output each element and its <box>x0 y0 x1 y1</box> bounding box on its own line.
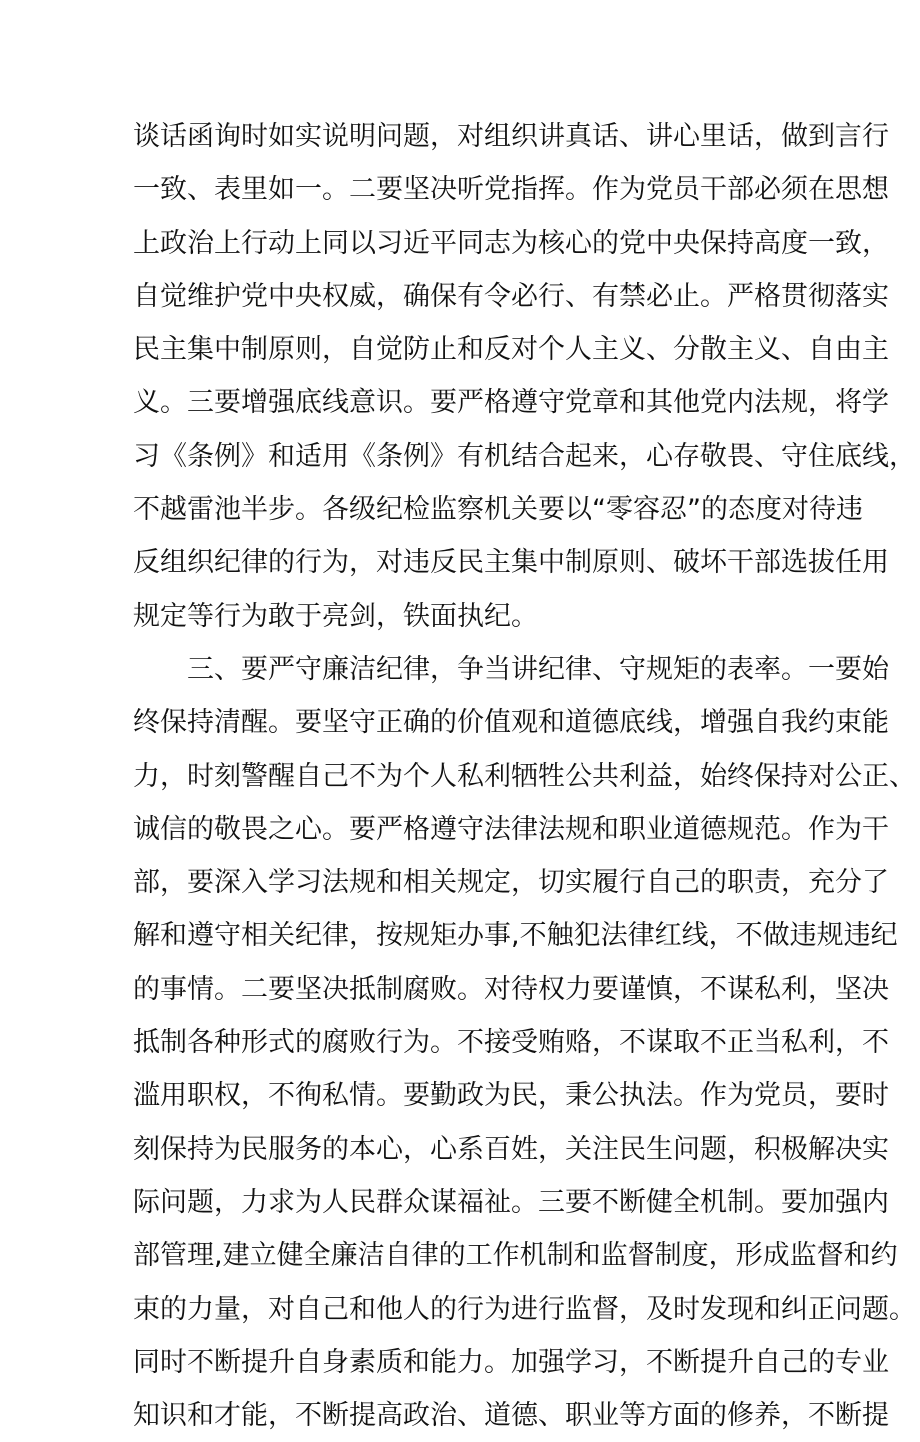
text-line: 抵制各种形式的腐败行为。不接受贿赂，不谋取不正当私利，不 <box>133 1027 889 1059</box>
text-line: 部管理,建立健全廉洁自律的工作机制和监督制度，形成监督和约 <box>133 1240 898 1272</box>
text-line: 自觉维护党中央权威，确保有令必行、有禁必止。严格贯彻落实 <box>133 280 889 312</box>
text-line: 不越雷池半步。各级纪检监察机关要以“零容忍”的态度对待违 <box>133 494 863 526</box>
text-line: 际问题，力求为人民群众谋福祉。三要不断健全机制。要加强内 <box>133 1186 889 1218</box>
text-line: 滥用职权，不徇私情。要勤政为民，秉公执法。作为党员，要时 <box>133 1080 889 1112</box>
document-body <box>133 110 916 1442</box>
section-heading-line: 三、要严守廉洁纪律，争当讲纪律、守规矩的表率。一要始 <box>187 653 889 685</box>
text-line: 知识和才能，不断提高政治、道德、职业等方面的修养，不断提 <box>133 1400 889 1432</box>
text-line: 终保持清醒。要坚守正确的价值观和道德底线，增强自我约束能 <box>133 707 889 739</box>
text-line: 力，时刻警醒自己不为个人私利牺牲公共利益，始终保持对公正、 <box>133 760 916 792</box>
text-line: 刻保持为民服务的本心，心系百姓，关注民生问题，积极解决实 <box>133 1133 889 1165</box>
text-line: 反组织纪律的行为，对违反民主集中制原则、破坏干部选拔任用 <box>133 547 889 579</box>
text-line: 部，要深入学习法规和相关规定，切实履行自己的职责，充分了 <box>133 867 889 899</box>
text-line: 解和遵守相关纪律，按规矩办事,不触犯法律红线，不做违规违纪 <box>133 920 898 952</box>
text-line: 一致、表里如一。二要坚决听党指挥。作为党员干部必须在思想 <box>133 174 889 206</box>
text-line: 同时不断提升自身素质和能力。加强学习，不断提升自己的专业 <box>133 1346 889 1378</box>
text-line: 谈话函询时如实说明问题，对组织讲真话、讲心里话，做到言行 <box>133 121 889 152</box>
text-line: 民主集中制原则，自觉防止和反对个人主义、分散主义、自由主 <box>133 334 889 366</box>
text-line: 的事情。二要坚决抵制腐败。对待权力要谨慎，不谋私利，坚决 <box>133 973 889 1005</box>
paragraph-end-line: 规定等行为敢于亮剑，铁面执纪。 <box>133 600 538 632</box>
text-line: 上政治上行动上同以习近平同志为核心的党中央保持高度一致， <box>133 227 889 259</box>
text-line: 诚信的敬畏之心。要严格遵守法律法规和职业道德规范。作为干 <box>133 813 889 845</box>
text-line: 义。三要增强底线意识。要严格遵守党章和其他党内法规，将学 <box>133 387 889 419</box>
text-line: 束的力量，对自己和他人的行为进行监督，及时发现和纠正问题。 <box>133 1293 916 1325</box>
text-line: 习《条例》和适用《条例》有机结合起来，心存敬畏、守住底线， <box>133 440 916 472</box>
